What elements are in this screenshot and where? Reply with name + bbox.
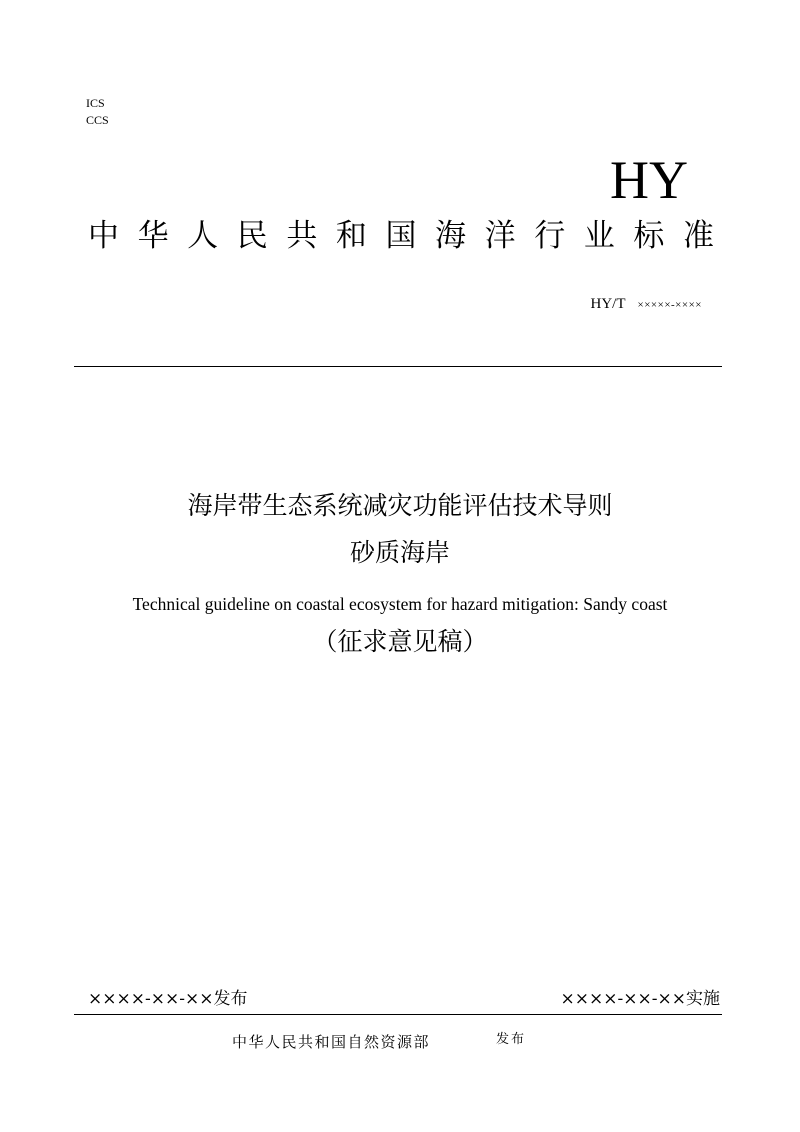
standard-category-name	[88, 214, 714, 258]
header-divider	[74, 366, 722, 367]
standard-number-value: ×××××-××××	[637, 299, 702, 311]
standard-name-char: 海	[435, 218, 467, 254]
standard-number	[591, 294, 703, 315]
standard-name-char: 华	[137, 218, 169, 254]
standard-name-char: 国	[385, 218, 417, 254]
ics-ccs-block	[86, 95, 109, 129]
footer-divider	[74, 1014, 722, 1015]
standard-name-char: 民	[236, 218, 268, 254]
standard-name-char: 行	[534, 218, 566, 254]
document-subtitle: 砂质海岸	[349, 538, 450, 567]
standard-number-prefix: HY/T	[590, 296, 626, 312]
draft-status: （征求意见稿）	[312, 627, 488, 656]
document-title: 海岸带生态系统减灾功能评估技术导则	[187, 491, 613, 520]
standard-name-char: 标	[633, 218, 665, 254]
standard-name-char: 洋	[484, 218, 516, 254]
publish-date: ××××-××-××发布	[88, 989, 248, 1009]
implement-date: ××××-××-××实施	[560, 989, 720, 1009]
issue-label: 发布	[496, 1032, 527, 1047]
issuing-authority: 中华人民共和国自然资源部	[232, 1033, 431, 1051]
standard-name-char: 共	[286, 218, 318, 254]
english-title: Technical guideline on coastal ecosystem for hazard mitigation: Sandy coast	[132, 594, 668, 614]
standard-name-char: 人	[187, 218, 219, 254]
standard-name-char: 和	[335, 218, 367, 254]
standard-name-char: 业	[583, 218, 615, 254]
ccs-label: CCS	[86, 113, 109, 127]
standard-name-char: 中	[88, 218, 119, 254]
standard-code: HY	[610, 150, 688, 210]
standard-name-char: 准	[682, 218, 714, 254]
ics-label: ICS	[86, 96, 105, 110]
